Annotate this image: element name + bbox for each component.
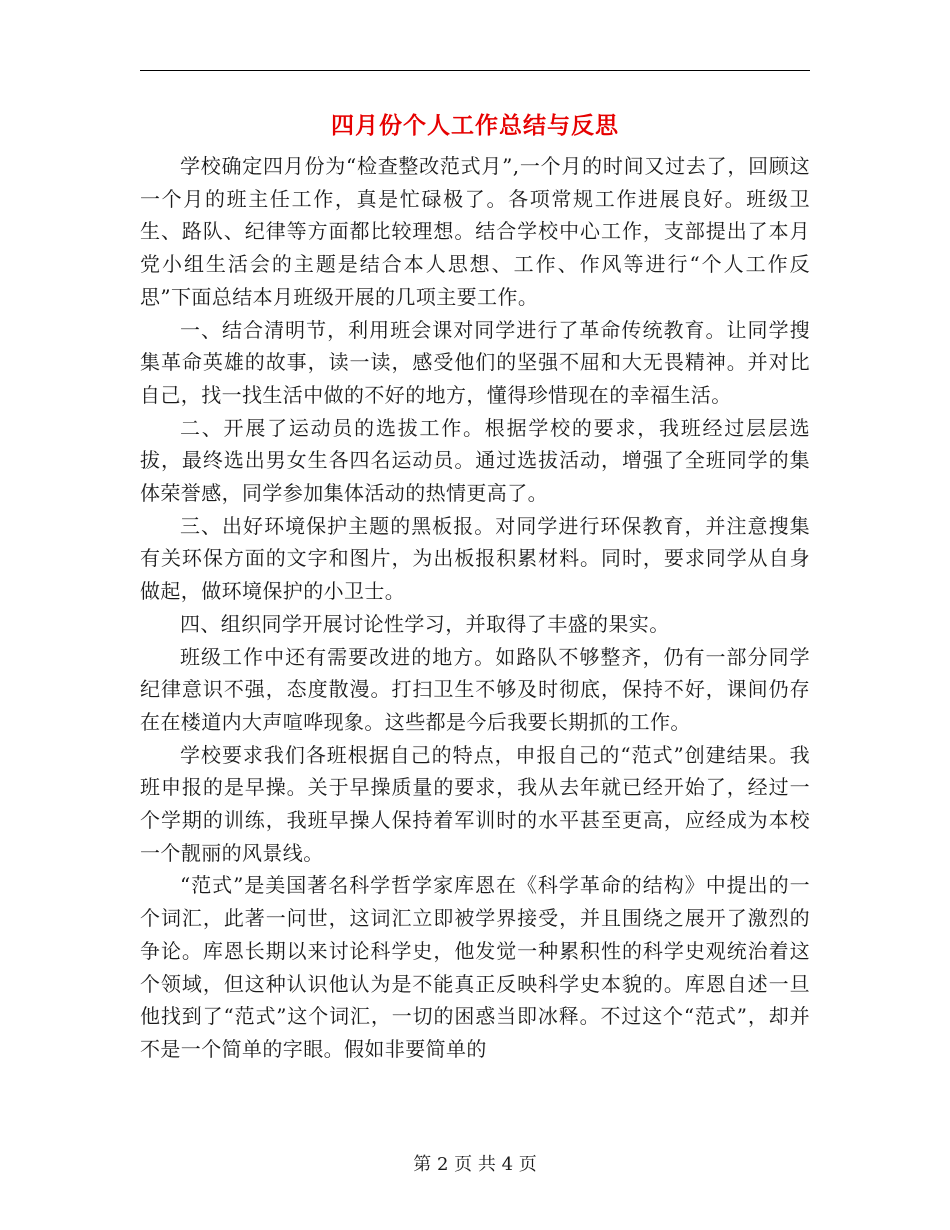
paragraph-item-4: 四、组织同学开展讨论性学习，并取得了丰盛的果实。 <box>180 611 670 636</box>
paragraph-intro: 学校确定四月份为“检查整改范式月”,一个月的时间又过去了，回顾这一个月的班主任工作，真是忙碌极了。各项常规工作进展良好。班级卫生、路队、纪律等方面都比较理想。结合学校中心工作，支部提出了本月党小组生活会的主题是结合本人思想、工作、作风等进行“个人工作反思”下面总结本月班级开展的几项主要工作。 <box>140 154 810 309</box>
paragraph-item-1: 一、结合清明节，利用班会课对同学进行了革命传统教育。让同学搜集革命英雄的故事，读一读，感受他们的坚强不屈和大无畏精神。并对比自己，找一找生活中做的不好的地方，懂得珍惜现在的幸福生活。 <box>140 317 810 407</box>
paragraph-paradigm: “范式”是美国著名科学哲学家库恩在《科学革命的结构》中提出的一个词汇，此著一问世，这词汇立即被学界接受，并且围绕之展开了激烈的争论。库恩长期以来讨论科学史，他发觉一种累积性的科学史观统治着这个领域，但这种认识他认为是不能真正反映科学史本貌的。库恩自述一旦他找到了“范式”这个词汇，一切的困惑当即冰释。不过这个“范式”，却并不是一个简单的字眼。假如非要简单的 <box>140 873 810 1061</box>
paragraph-item-2: 二、开展了运动员的选拔工作。根据学校的要求，我班经过层层选拔，最终选出男女生各四名运动员。通过选拔活动，增强了全班同学的集体荣誉感，同学参加集体活动的热情更高了。 <box>140 415 810 506</box>
header-rule <box>140 70 810 71</box>
paragraph-item-3: 三、出好环境保护主题的黑板报。对同学进行环保教育，并注意搜集有关环保方面的文字和图片，为出板报积累材料。同时，要求同学从自身做起，做环境保护的小卫士。 <box>140 513 810 604</box>
page-number: 第 2 页 共 4 页 <box>413 1154 537 1175</box>
document-body <box>140 150 810 1066</box>
document-title: 四月份个人工作总结与反思 <box>331 113 619 139</box>
paragraph-morning-exercise: 学校要求我们各班根据自己的特点，申报自己的“范式”创建结果。我班申报的是早操。关于早操质量的要求，我从去年就已经开始了，经过一个学期的训练，我班早操人保持着军训时的水平甚至更高，应经成为本校一个靓丽的风景线。 <box>140 742 810 865</box>
paragraph-improvements: 班级工作中还有需要改进的地方。如路队不够整齐，仍有一部分同学纪律意识不强，态度散漫。打扫卫生不够及时彻底，保持不好，课间仍存在在楼道内大声喧哗现象。这些都是今后我要长期抓的工作。 <box>140 644 810 734</box>
